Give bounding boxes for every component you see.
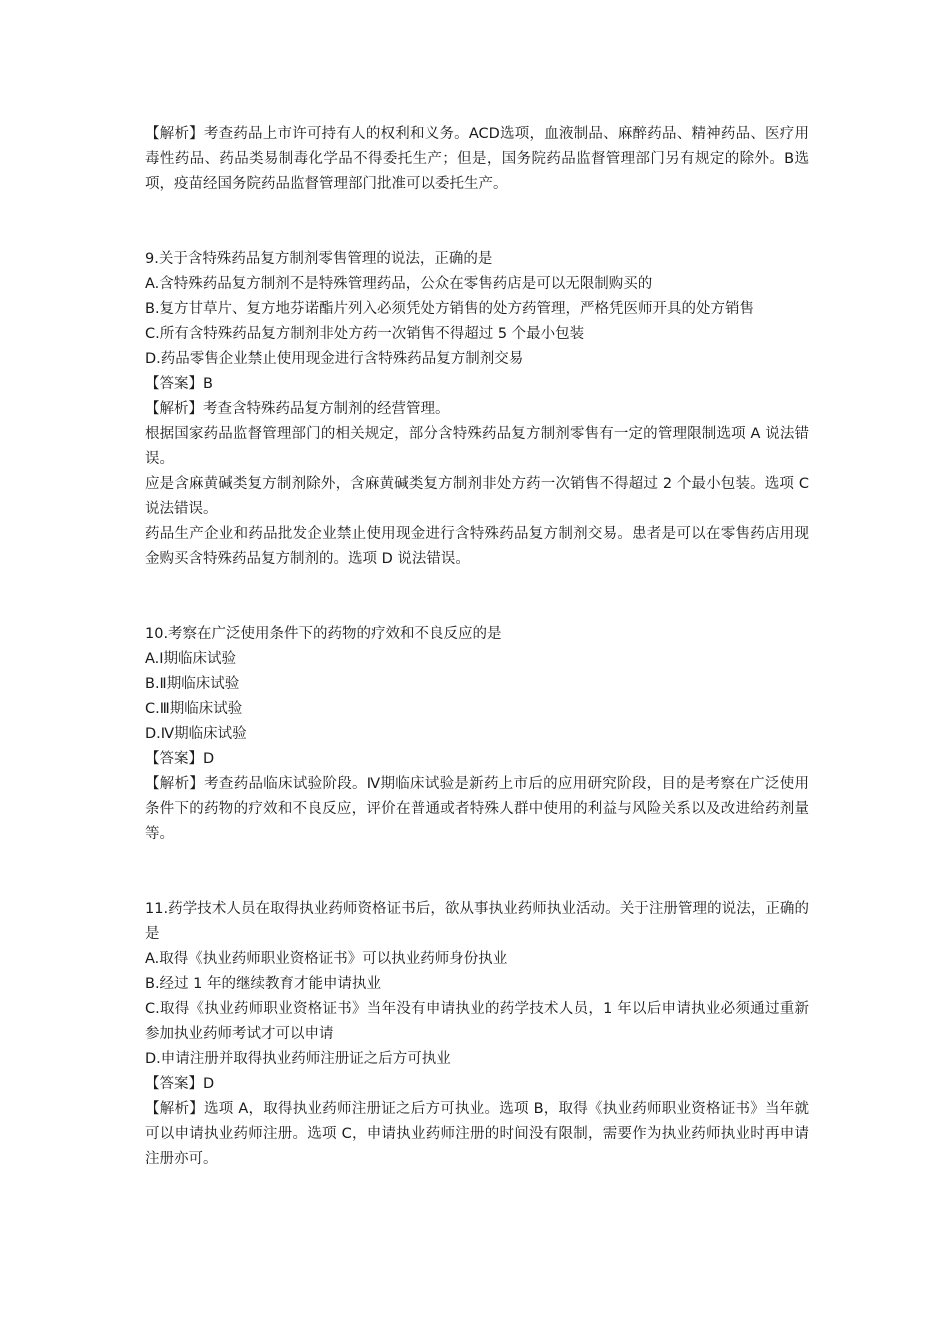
analysis-line: 【解析】考查含特殊药品复方制剂的经营管理。 [145,401,450,417]
option-b: B.复方甘草片、复方地芬诺酯片列入必须凭处方销售的处方药管理，严格凭医师开具的处方销售 [145,301,755,317]
option-c: C.所有含特殊药品复方制剂非处方药一次销售不得超过 5 个最小包装 [145,326,585,342]
option-d: D.Ⅳ期临床试验 [145,726,247,742]
section-gap [145,572,809,622]
analysis-line: 应是含麻黄碱类复方制剂除外，含麻黄碱类复方制剂非处方药一次销售不得超过 2 个最小包装。选项 C 说法错误。 [145,476,809,517]
answer: 【答案】B [145,376,213,392]
option-c: C.Ⅲ期临床试验 [145,701,243,717]
section-gap [145,197,809,247]
question-10 [145,622,809,847]
option-d: D.药品零售企业禁止使用现金进行含特殊药品复方制剂交易 [145,351,524,367]
analysis-line: 【解析】考查药品临床试验阶段。Ⅳ期临床试验是新药上市后的应用研究阶段，目的是考察在广泛使用条件下的药物的疗效和不良反应，评价在普通或者特殊人群中使用的利益与风险关系以及改进给药剂量等。 [145,776,809,842]
analysis-line: 【解析】选项 A，取得执业药师注册证之后方可执业。选项 B，取得《执业药师职业资格证书》当年就可以申请执业药师注册。选项 C，申请执业药师注册的时间没有限制，需要作为执业药师执业时再申请注册亦可。 [145,1101,809,1167]
analysis-line: 根据国家药品监督管理部门的相关规定，部分含特殊药品复方制剂零售有一定的管理限制选项 A 说法错误。 [145,426,809,467]
answer: 【答案】D [145,751,215,767]
option-d: D.申请注册并取得执业药师注册证之后方可执业 [145,1051,451,1067]
option-a: A.含特殊药品复方制剂不是特殊管理药品，公众在零售药店是可以无限制购买的 [145,276,653,292]
section-gap [145,847,809,897]
answer: 【答案】D [145,1076,215,1092]
analysis-line: 药品生产企业和药品批发企业禁止使用现金进行含特殊药品复方制剂交易。患者是可以在零售药店用现金购买含特殊药品复方制剂的。选项 D 说法错误。 [145,526,809,567]
intro-analysis: 【解析】考查药品上市许可持有人的权利和义务。ACD选项，血液制品、麻醉药品、精神药品、医疗用毒性药品、药品类易制毒化学品不得委托生产；但是，国务院药品监督管理部门另有规定的除外。B选项，疫苗经国务院药品监督管理部门批准可以委托生产。 [145,126,809,192]
option-a: A.取得《执业药师职业资格证书》可以执业药师身份执业 [145,951,508,967]
option-c: C.取得《执业药师职业资格证书》当年没有申请执业的药学技术人员，1 年以后申请执业必须通过重新参加执业药师考试才可以申请 [145,1001,809,1042]
option-b: B.经过 1 年的继续教育才能申请执业 [145,976,381,992]
question-stem: 10.考察在广泛使用条件下的药物的疗效和不良反应的是 [145,626,502,642]
question-11 [145,897,809,1172]
option-b: B.Ⅱ期临床试验 [145,676,240,692]
question-stem: 11.药学技术人员在取得执业药师资格证书后，欲从事执业药师执业活动。关于注册管理的说法，正确的是 [145,901,809,942]
document-body [145,122,809,1172]
question-9 [145,247,809,572]
option-a: A.Ⅰ期临床试验 [145,651,237,667]
question-stem: 9.关于含特殊药品复方制剂零售管理的说法，正确的是 [145,251,493,267]
